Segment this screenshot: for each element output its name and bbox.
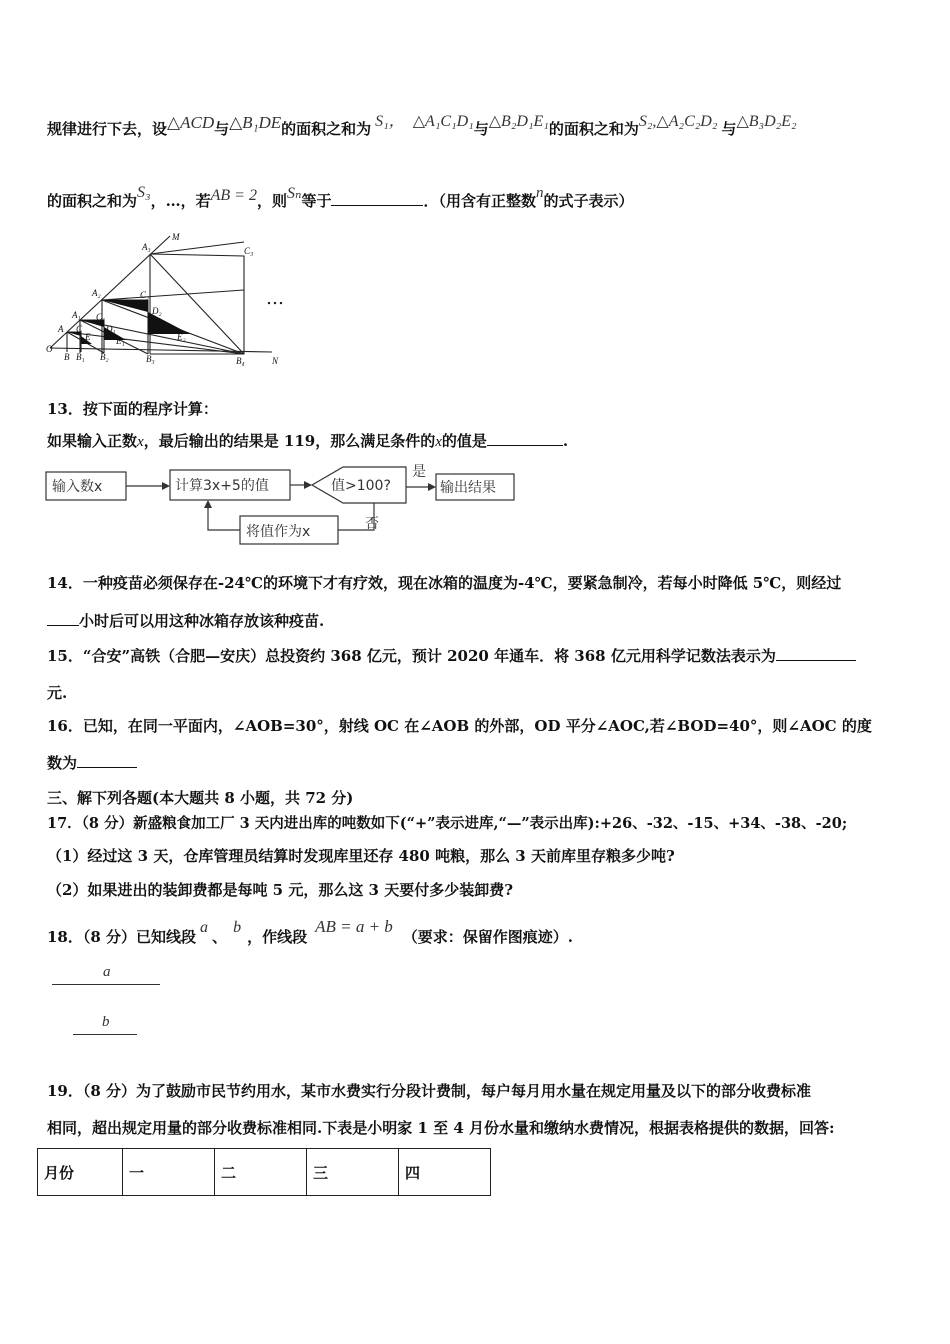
- q15-line1: 15．“合安”高铁（合肥—安庆）总投资约 368 亿元，预计 2020 年通车．将 368 亿元用科学记数法表示为: [47, 645, 856, 666]
- svg-text:B₁: B₁: [76, 352, 85, 362]
- svg-text:C₁: C₁: [96, 312, 106, 322]
- q12-line2: 的面积之和为S₃，…，若AB = 2，则Sₙ等于 ．（用含有正整数n的式子表示）: [47, 184, 634, 210]
- table-header-2: 二: [215, 1149, 307, 1196]
- svg-text:值>100?: 值>100?: [331, 478, 391, 494]
- q19-line1: 19．（8 分）为了鼓励市民节约用水，某市水费实行分段计费制，每户每月用水量在规定用量及以下的部分收费标准: [47, 1082, 812, 1100]
- segment-a: [52, 984, 160, 985]
- svg-text:C: C: [76, 324, 83, 334]
- svg-text:B₄: B₄: [236, 356, 245, 366]
- flowchart: [44, 460, 524, 550]
- svg-text:C₂: C₂: [140, 290, 150, 300]
- answer-blank[interactable]: [331, 191, 423, 206]
- segment-a-label: a: [103, 964, 111, 980]
- q16-line1: 16．已知，在同一平面内，∠AOB=30°，射线 OC 在∠AOB 的外部，OD 平分∠AOC,若∠BOD=40°，则∠AOC 的度: [47, 717, 872, 735]
- svg-text:B₂: B₂: [100, 352, 109, 362]
- svg-text:E: E: [85, 332, 91, 342]
- svg-text:D₁: D₁: [106, 324, 116, 334]
- svg-text:N: N: [272, 356, 279, 366]
- q18-text: 18．（8 分）已知线段a、b，作线段AB = a + b（要求：保留作图痕迹）.: [47, 917, 574, 946]
- answer-blank[interactable]: [77, 753, 137, 768]
- q17-line2: （1）经过这 3 天，仓库管理员结算时发现库里还存 480 吨粮，那么 3 天前库里存粮多少吨?: [47, 847, 675, 865]
- q19-line2: 相同，超出规定用量的部分收费标准相同.下表是小明家 1 至 4 月份水量和缴纳水费情况，根据表格提供的数据，回答:: [47, 1119, 835, 1137]
- q12-line1: 规律进行下去，设△ACD与△B₁DE的面积之和为 S₁， △A₁C₁D₁与△B₂D₁E₁的面积之和为S₂,△A₂C₂D₂ 与△B₃D₂E₂: [47, 113, 797, 138]
- q14-line2: 小时后可以用这种冰箱存放该种疫苗.: [47, 610, 324, 631]
- table-header-1: 一: [123, 1149, 215, 1196]
- section-heading: 三、解下列各题(本大题共 8 小题，共 72 分): [47, 789, 354, 807]
- svg-text:C₃: C₃: [244, 246, 254, 256]
- table-row: [38, 1149, 491, 1196]
- answer-blank[interactable]: [487, 431, 563, 446]
- svg-text:将值作为x: 将值作为x: [246, 524, 311, 540]
- svg-text:计算3x+5的值: 计算3x+5的值: [175, 478, 269, 494]
- svg-text:输入数x: 输入数x: [52, 479, 103, 495]
- svg-text:A₁: A₁: [72, 310, 81, 320]
- svg-text:A₂: A₂: [92, 288, 101, 298]
- svg-text:A₃: A₃: [142, 242, 151, 252]
- svg-text:D₂: D₂: [152, 306, 162, 316]
- answer-blank[interactable]: [47, 611, 79, 626]
- table-header-4: 四: [399, 1149, 491, 1196]
- figure-ellipsis: …: [266, 288, 286, 309]
- q17-line3: （2）如果进出的装卸费都是每吨 5 元，那么这 3 天要付多少装卸费?: [47, 881, 513, 899]
- q15-line2: 元.: [47, 684, 68, 702]
- answer-blank[interactable]: [776, 646, 856, 661]
- svg-text:否: 否: [365, 516, 379, 532]
- q13-title: 13．按下面的程序计算：: [47, 400, 218, 418]
- q16-line2: 数为: [47, 752, 137, 773]
- svg-text:O: O: [46, 344, 53, 354]
- table-header-month: 月份: [38, 1149, 123, 1196]
- svg-text:输出结果: 输出结果: [440, 480, 496, 496]
- q13-text: 如果输入正数x，最后输出的结果是 119，那么满足条件的x的值是 .: [47, 432, 569, 450]
- svg-text:B: B: [64, 352, 70, 362]
- water-fee-table: [37, 1148, 491, 1196]
- segment-b: [73, 1034, 137, 1035]
- svg-text:A: A: [58, 324, 64, 334]
- svg-text:是: 是: [412, 464, 426, 480]
- svg-text:E₂: E₂: [177, 332, 186, 342]
- svg-text:M: M: [172, 232, 180, 242]
- geometry-figure: [40, 228, 340, 373]
- segment-b-label: b: [102, 1014, 110, 1030]
- table-header-3: 三: [307, 1149, 399, 1196]
- svg-text:B₃: B₃: [146, 354, 155, 364]
- q14-line1: 14．一种疫苗必须保存在-24℃的环境下才有疗效，现在冰箱的温度为-4℃，要紧急制冷，若每小时降低 5℃，则经过: [47, 574, 842, 592]
- q17-line1: 17．（8 分）新盛粮食加工厂 3 天内进出库的吨数如下(“+”表示进库,“—”表示出库):+26、-32、-15、+34、-38、-20;: [47, 815, 848, 832]
- svg-text:E₁: E₁: [116, 336, 125, 346]
